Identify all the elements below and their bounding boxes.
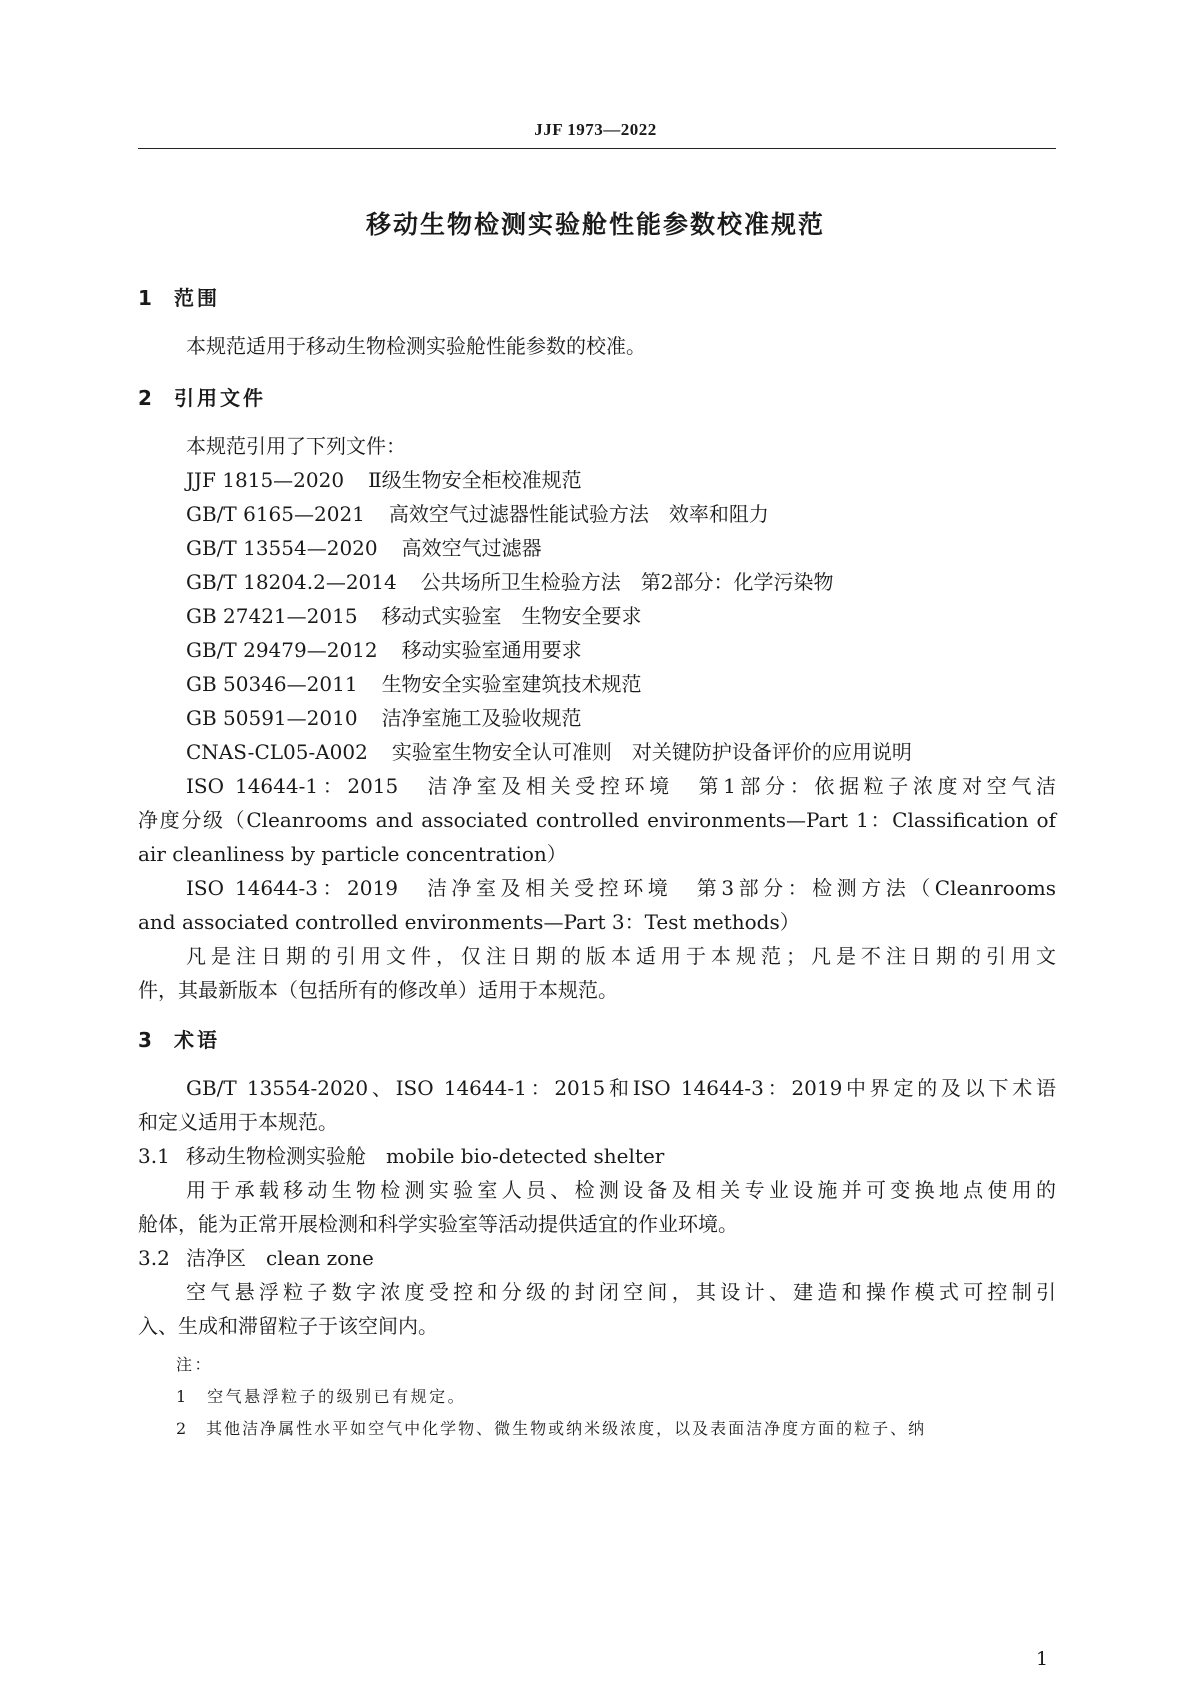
reference-title: 高效空气过滤器 (401, 536, 542, 560)
reference-item (186, 498, 1056, 527)
reference-title: 实验室生物安全认可准则 对关键防护设备评价的应用说明 (391, 740, 912, 764)
reference-item (186, 634, 1056, 663)
dated-references-note: 件，其最新版本（包括所有的修改单）适用于本规范。 (138, 978, 618, 1002)
iso-14644-3-line: ISO 14644-3：2019 洁净室及相关受控环境 第3部分：检测方法（Cleanrooms (186, 876, 1056, 900)
reference-title: 公共场所卫生检验方法 第2部分：化学污染物 (420, 570, 834, 594)
reference-item (186, 464, 1056, 493)
note-label: 注： (176, 1355, 214, 1374)
note-item: 2 其他洁净属性水平如空气中化学物、微生物或纳米级浓度，以及表面洁净度方面的粒子、纳 (176, 1419, 927, 1438)
term-3-1-definition: 用于承载移动生物检测实验室人员、检测设备及相关专业设施并可变换地点使用的 (186, 1178, 1056, 1202)
reference-item (186, 566, 1056, 595)
reference-code: GB/T 6165—2021 (186, 502, 365, 526)
terms-intro: 和定义适用于本规范。 (138, 1110, 338, 1134)
reference-code: CNAS-CL05-A002 (186, 740, 368, 764)
reference-code: GB/T 18204.2—2014 (186, 570, 397, 594)
iso-14644-1-line: ISO 14644-1：2015 洁净室及相关受控环境 第1部分：依据粒子浓度对空气洁 (186, 774, 1056, 798)
scope-paragraph: 本规范适用于移动生物检测实验舱性能参数的校准。 (186, 334, 646, 358)
header-divider (138, 148, 1056, 149)
reference-title: 生物安全实验室建筑技术规范 (381, 672, 642, 696)
reference-item (186, 736, 1056, 765)
section-number: 2 (138, 386, 152, 410)
section-title: 术语 (174, 1028, 220, 1052)
section-number: 1 (138, 286, 152, 310)
reference-code: GB 50346—2011 (186, 672, 358, 696)
term-3-1-heading (138, 1140, 1056, 1169)
iso-14644-1-line: air cleanliness by particle concentration） (138, 842, 567, 866)
term-number: 3.1 (138, 1144, 170, 1168)
term-number: 3.2 (138, 1246, 170, 1270)
reference-title: 移动式实验室 生物安全要求 (381, 604, 642, 628)
references-intro: 本规范引用了下列文件： (186, 434, 406, 458)
iso-14644-1-line: 净度分级（Cleanrooms and associated controlled environments—Part 1：Classification of (138, 808, 1056, 832)
term-3-2-definition: 入、生成和滞留粒子于该空间内。 (138, 1314, 438, 1338)
section-3-heading (138, 1024, 220, 1053)
term-3-2-heading (138, 1242, 1056, 1271)
reference-title: 移动实验室通用要求 (401, 638, 582, 662)
iso-14644-3-line: and associated controlled environments—Part 3：Test methods） (138, 910, 800, 934)
reference-item (186, 600, 1056, 629)
reference-code: JJF 1815—2020 (186, 468, 345, 492)
section-title: 引用文件 (174, 386, 266, 410)
reference-item (186, 668, 1056, 697)
section-1-heading (138, 282, 220, 311)
section-title: 范围 (174, 286, 220, 310)
reference-item (186, 532, 1056, 561)
term-name: 移动生物检测实验舱 mobile bio-detected shelter (186, 1144, 665, 1168)
note-item: 1 空气悬浮粒子的级别已有规定。 (176, 1387, 467, 1406)
section-number: 3 (138, 1028, 152, 1052)
section-2-heading (138, 382, 266, 411)
reference-code: GB 50591—2010 (186, 706, 358, 730)
reference-title: 高效空气过滤器性能试验方法 效率和阻力 (388, 502, 769, 526)
reference-title: Ⅱ级生物安全柜校准规范 (368, 468, 582, 492)
page-number: 1 (1036, 1648, 1049, 1670)
page-title: 移动生物检测实验舱性能参数校准规范 (365, 210, 825, 239)
terms-intro: GB/T 13554-2020、ISO 14644-1：2015和ISO 14644-3：2019中界定的及以下术语 (186, 1076, 1056, 1100)
document-code: JJF 1973—2022 (534, 120, 657, 139)
reference-item (186, 702, 1056, 731)
reference-title: 洁净室施工及验收规范 (381, 706, 582, 730)
reference-code: GB/T 29479—2012 (186, 638, 378, 662)
dated-references-note: 凡是注日期的引用文件，仅注日期的版本适用于本规范；凡是不注日期的引用文 (186, 944, 1056, 968)
term-3-1-definition: 舱体，能为正常开展检测和科学实验室等活动提供适宜的作业环境。 (138, 1212, 738, 1236)
term-name: 洁净区 clean zone (186, 1246, 374, 1270)
reference-code: GB/T 13554—2020 (186, 536, 378, 560)
term-3-2-definition: 空气悬浮粒子数字浓度受控和分级的封闭空间，其设计、建造和操作模式可控制引 (186, 1280, 1056, 1304)
reference-code: GB 27421—2015 (186, 604, 358, 628)
